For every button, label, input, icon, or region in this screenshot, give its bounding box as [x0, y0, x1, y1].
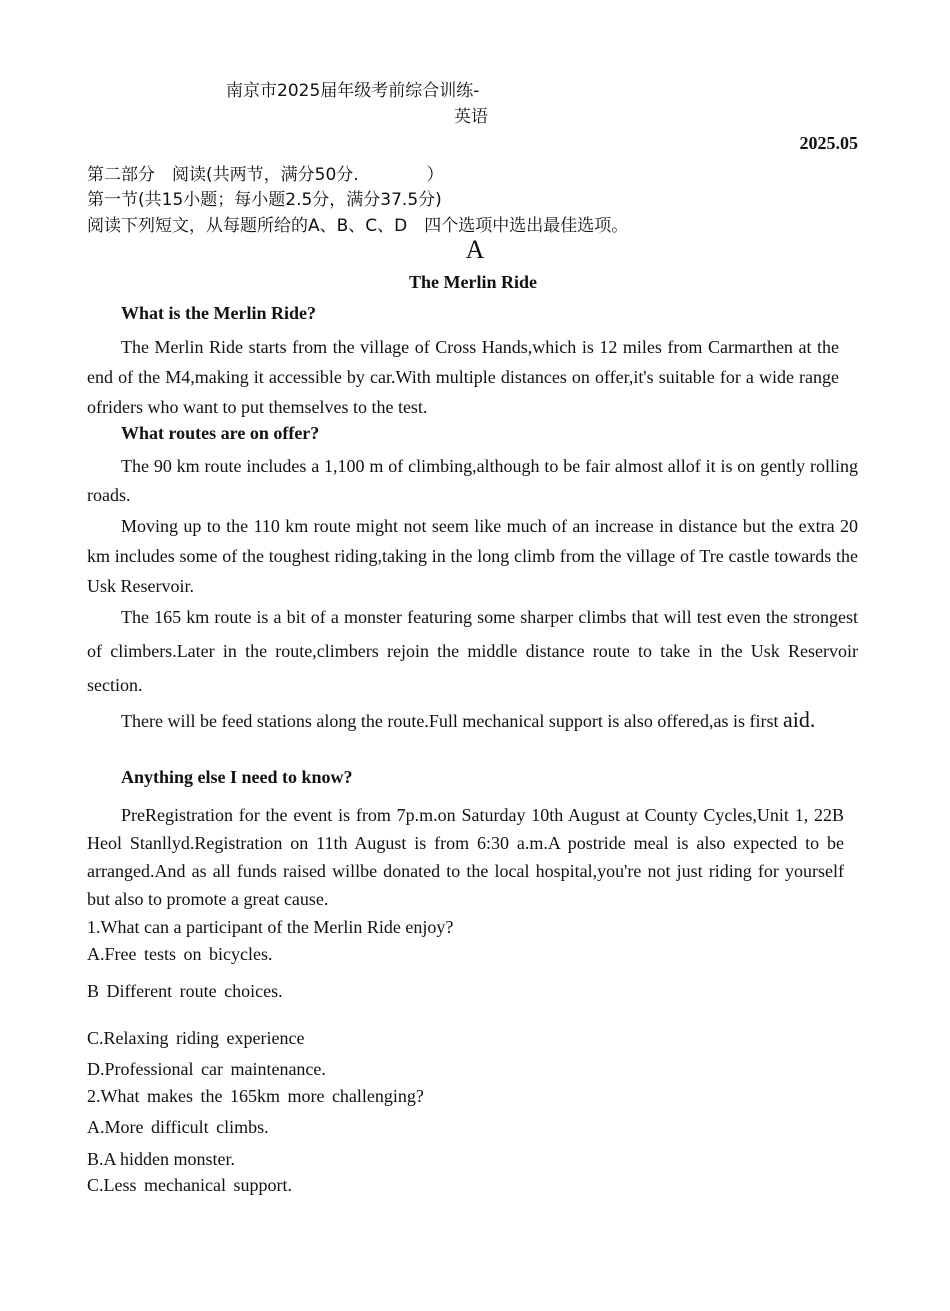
paragraph-165km: The 165 km route is a bit of a monster featuring some sharper climbs that will test even the strongest of climbers.Later in the route,climbers rejoin the middle distance route to take in the Usk Reservoir section.: [87, 607, 858, 695]
question-1-option-b: B Different route choices.: [87, 981, 283, 1001]
section-heading-what-is: What is the Merlin Ride?: [121, 303, 316, 323]
passage-letter: A: [465, 235, 485, 264]
question-2-option-c: C.Less mechanical support.: [87, 1175, 292, 1195]
exam-title-line1: 南京市2025届年级考前综合训练-: [226, 81, 480, 101]
section-heading-routes: What routes are on offer?: [121, 423, 320, 443]
exam-date: 2025.05: [799, 133, 858, 153]
part-heading: 第二部分 阅读(共两节，满分50分. ）: [87, 165, 444, 185]
paragraph-support-text: There will be feed stations along the route.Full mechanical support is also offered,as is first: [121, 711, 779, 731]
question-2-option-a: A.More difficult climbs.: [87, 1117, 269, 1137]
exam-title-line2: 英语: [454, 107, 488, 127]
question-1-option-d: D.Professional car maintenance.: [87, 1059, 326, 1079]
paragraph-support-end: aid.: [783, 707, 816, 732]
question-2-option-b: B.A hidden monster.: [87, 1149, 235, 1169]
paragraph-90km: The 90 km route includes a 1,100 m of climbing,although to be fair almost allof it is on gently rolling roads.: [87, 456, 858, 505]
paragraph-110km: Moving up to the 110 km route might not seem like much of an increase in distance but the extra 20 km includes some of the toughest riding,taking in the long climb from the village of Tre castle towards the Usk Reservoir.: [87, 516, 858, 596]
question-1-option-c: C.Relaxing riding experience: [87, 1028, 305, 1048]
question-2-stem: 2.What makes the 165km more challenging?: [87, 1086, 424, 1106]
directions: 阅读下列短文，从每题所给的A、B、C、D 四个选项中选出最佳选项。: [87, 216, 629, 236]
paragraph-intro: The Merlin Ride starts from the village of Cross Hands,which is 12 miles from Carmarthen at the end of the M4,making it accessible by car.With multiple distances on offer,it's suitable for a wide range ofriders who want to put themselves to the test.: [87, 337, 839, 417]
paragraph-support: [87, 703, 821, 738]
paragraph-registration: PreRegistration for the event is from 7p.m.on Saturday 10th August at County Cycles,Unit 1, 22B Heol Stanllyd.Registration on 11th August is from 6:30 a.m.A postride meal is also expected to be arranged.And as all funds raised willbe donated to the local hospital,you're not just riding for yourself but also to promote a great cause.: [87, 805, 844, 909]
passage-title: The Merlin Ride: [409, 272, 537, 292]
section-heading: 第一节(共15小题；每小题2.5分，满分37.5分): [87, 190, 442, 210]
question-1-option-a: A.Free tests on bicycles.: [87, 944, 273, 964]
question-1-stem: 1.What can a participant of the Merlin Ride enjoy?: [87, 917, 454, 937]
section-heading-anything-else: Anything else I need to know?: [121, 767, 353, 787]
